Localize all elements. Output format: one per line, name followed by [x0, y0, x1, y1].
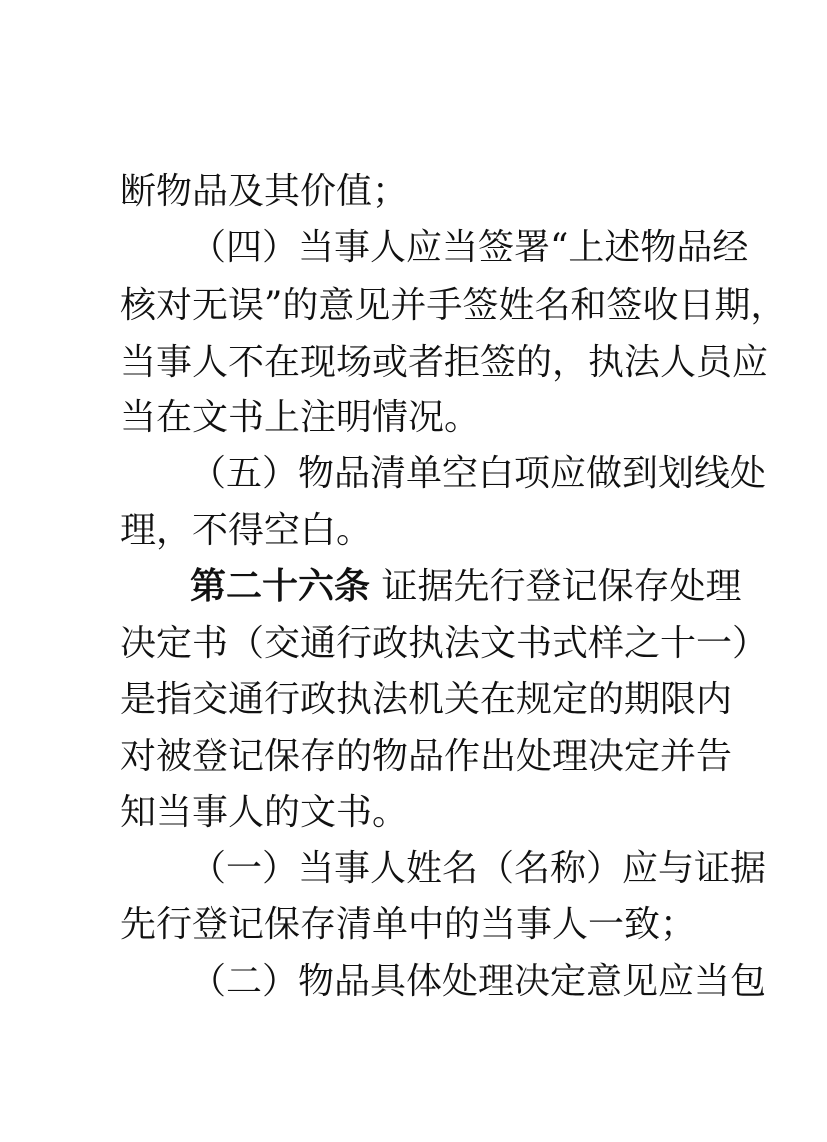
text-line: 当在文书上注明情况。	[120, 397, 481, 438]
article-line	[190, 565, 741, 609]
article-text: 证据先行登记保存处理	[381, 566, 742, 607]
text-line: （二）物品具体处理决定意见应当包	[190, 961, 767, 1002]
text-line: （五）物品清单空白项应做到划线处	[190, 453, 767, 494]
text-line: 理，不得空白。	[120, 510, 373, 551]
text-line: 先行登记保存清单中的当事人一致；	[120, 904, 697, 945]
text-line: （四）当事人应当签署“上述物品经	[190, 227, 749, 268]
text-line: 对被登记保存的物品作出处理决定并告	[120, 736, 733, 777]
text-line: 决定书（交通行政执法文书式样之十一）	[120, 623, 769, 664]
article-heading: 第二十六条	[190, 566, 371, 607]
text-line: 是指交通行政执法机关在规定的期限内	[120, 679, 733, 720]
text-line: （一）当事人姓名（名称）应与证据	[190, 848, 767, 889]
text-line: 知当事人的文书。	[120, 792, 409, 833]
text-line: 当事人不在现场或者拒签的，执法人员应	[120, 342, 769, 383]
text-line: 断物品及其价值；	[120, 171, 409, 212]
text-line: 核对无误”的意见并手签姓名和签收日期，	[120, 285, 787, 326]
